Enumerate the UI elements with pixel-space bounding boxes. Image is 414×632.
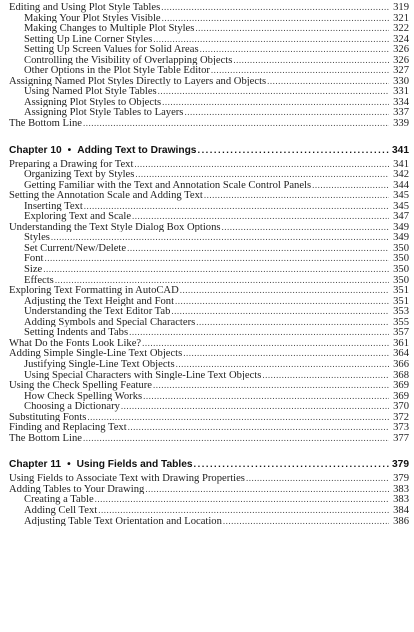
page-number: 383 xyxy=(393,494,409,505)
page-number: 326 xyxy=(393,44,409,55)
entry-title: Understanding the Text Style Dialog Box Options xyxy=(9,221,221,233)
entry-title: The Bottom Line xyxy=(9,432,82,444)
page-number: 327 xyxy=(393,65,409,76)
toc-subentry xyxy=(9,359,409,370)
toc-subentry xyxy=(9,86,409,97)
entry-title: Using the Check Spelling Feature xyxy=(9,380,152,391)
dot-leader xyxy=(95,494,389,505)
entry-title: Making Changes to Multiple Plot Styles xyxy=(24,23,195,34)
entry-title: Justifying Single-Line Text Objects xyxy=(24,358,175,370)
dot-leader xyxy=(158,86,389,97)
chapter-label: Chapter 10 xyxy=(9,144,62,156)
toc-subentry xyxy=(9,275,409,286)
entry-title: Size xyxy=(24,264,43,275)
page-number: 345 xyxy=(393,200,409,212)
entry-title: Exploring Text and Scale xyxy=(24,211,132,222)
page-number: 364 xyxy=(393,348,409,359)
toc-subentry xyxy=(9,391,409,402)
page-number: 350 xyxy=(393,253,409,265)
page-number: 349 xyxy=(393,221,409,233)
toc-subentry xyxy=(9,243,409,254)
toc-subentry xyxy=(9,13,409,24)
page-number: 355 xyxy=(393,316,409,328)
page-number: 334 xyxy=(393,96,409,108)
page-number: 353 xyxy=(393,306,409,317)
page-number: 383 xyxy=(393,483,409,495)
page-number: 357 xyxy=(393,327,409,338)
entry-title: Adjusting Table Text Orientation and Location xyxy=(24,515,222,527)
page-number: 347 xyxy=(393,211,409,222)
dot-leader xyxy=(142,338,389,349)
page-number: 322 xyxy=(393,23,409,34)
chapter-name: Adding Text to Drawings xyxy=(77,144,197,156)
dot-leader xyxy=(44,253,389,264)
entry-title: Preparing a Drawing for Text xyxy=(9,158,134,170)
page-number: 330 xyxy=(393,75,409,87)
page-number: 361 xyxy=(393,337,409,349)
toc-subentry xyxy=(9,211,409,222)
page-number: 379 xyxy=(393,473,409,484)
dot-leader xyxy=(134,159,389,170)
toc-entry xyxy=(9,348,409,359)
toc-subentry xyxy=(9,296,409,307)
dot-leader xyxy=(153,34,389,45)
entry-title: Assigning Plot Style Tables to Layers xyxy=(24,107,184,119)
dot-leader xyxy=(223,516,389,527)
chapter-bullet: • xyxy=(67,144,72,156)
toc-entry xyxy=(9,433,409,444)
toc-entry xyxy=(9,2,409,13)
toc-subentry xyxy=(9,494,409,505)
chapter-title xyxy=(9,144,196,156)
dot-leader xyxy=(83,433,389,444)
toc-subentry xyxy=(9,370,409,381)
toc-subentry xyxy=(9,232,409,243)
toc-entry xyxy=(9,484,409,495)
entry-title: Choosing a Dictionary xyxy=(24,401,120,412)
entry-title: Getting Familiar with the Text and Annotation Scale Control Panels xyxy=(24,179,312,191)
toc-subentry xyxy=(9,180,409,191)
toc-subentry xyxy=(9,23,409,34)
toc-entry xyxy=(9,473,409,484)
entry-title: Adding Tables to Your Drawing xyxy=(9,483,145,495)
dot-leader xyxy=(121,401,389,412)
entry-title: Finding and Replacing Text xyxy=(9,422,127,433)
chapter-heading xyxy=(9,143,409,156)
dot-leader xyxy=(98,505,389,516)
dot-leader xyxy=(267,76,389,87)
entry-title: Understanding the Text Editor Tab xyxy=(24,306,171,317)
toc-subentry xyxy=(9,55,409,66)
page-number: 370 xyxy=(393,401,409,412)
entry-title: Assigning Named Plot Styles Directly to Layers and Objects xyxy=(9,75,267,87)
page-number: 369 xyxy=(393,380,409,391)
entry-title: Setting the Annotation Scale and Adding Text xyxy=(9,190,203,201)
entry-title: Adding Symbols and Special Characters xyxy=(24,316,196,328)
entry-title: Creating a Table xyxy=(24,494,94,505)
entry-title: Adding Cell Text xyxy=(24,504,98,516)
entry-title: Adding Simple Single-Line Text Objects xyxy=(9,348,183,359)
page-number: 372 xyxy=(393,411,409,423)
toc-subentry xyxy=(9,505,409,516)
toc-entry xyxy=(9,285,409,296)
dot-leader xyxy=(195,23,389,34)
entry-title: Controlling the Visibility of Overlapping Objects xyxy=(24,54,233,66)
dot-leader xyxy=(127,243,389,254)
toc-entry xyxy=(9,412,409,423)
dot-leader xyxy=(176,359,389,370)
page-number: 369 xyxy=(393,390,409,402)
toc-subentry xyxy=(9,516,409,527)
page-number: 368 xyxy=(393,369,409,381)
dot-leader xyxy=(175,296,389,307)
dot-leader xyxy=(183,348,389,359)
toc-subentry xyxy=(9,306,409,317)
toc-subentry xyxy=(9,201,409,212)
entry-title: Assigning Plot Styles to Objects xyxy=(24,96,162,108)
toc-entry xyxy=(9,159,409,170)
page-number: 377 xyxy=(393,432,409,444)
dot-leader xyxy=(128,422,389,433)
dot-leader xyxy=(145,484,389,495)
toc-entry xyxy=(9,380,409,391)
entry-title: Setting Indents and Tabs xyxy=(24,327,129,338)
dot-leader xyxy=(83,118,389,129)
dot-leader xyxy=(222,222,389,233)
page-number: 341 xyxy=(392,144,409,156)
page-number: 345 xyxy=(393,190,409,201)
page-number: 350 xyxy=(393,274,409,286)
dot-leader xyxy=(200,44,389,55)
page-number: 344 xyxy=(393,179,409,191)
entry-title: What Do the Fonts Look Like? xyxy=(9,337,142,349)
toc-entry xyxy=(9,190,409,201)
entry-title: Setting Up Screen Values for Solid Areas xyxy=(24,44,199,55)
page-number: 337 xyxy=(393,107,409,119)
entry-title: How Check Spelling Works xyxy=(24,390,143,402)
toc-subentry xyxy=(9,327,409,338)
chapter-label: Chapter 11 xyxy=(9,459,62,471)
dot-leader xyxy=(143,391,389,402)
page-number: 319 xyxy=(393,2,409,13)
dot-leader xyxy=(171,306,389,317)
page-number: 321 xyxy=(393,12,409,24)
page-number: 339 xyxy=(393,118,409,129)
dot-leader xyxy=(180,285,389,296)
dot-leader xyxy=(262,370,389,381)
entry-title: Adjusting the Text Height and Font xyxy=(24,295,175,307)
toc-entry xyxy=(9,338,409,349)
toc-subentry xyxy=(9,253,409,264)
dot-leader xyxy=(197,143,389,156)
toc-subentry xyxy=(9,107,409,118)
entry-title: Setting Up Line Corner Styles xyxy=(24,33,153,45)
toc-subentry xyxy=(9,97,409,108)
toc-subentry xyxy=(9,44,409,55)
dot-leader xyxy=(161,2,389,13)
page-number: 349 xyxy=(393,232,409,243)
toc-subentry xyxy=(9,401,409,412)
page-number: 379 xyxy=(392,459,409,471)
chapter-bullet: • xyxy=(67,459,71,471)
entry-title: Using Named Plot Style Tables xyxy=(24,86,157,97)
entry-title: Styles xyxy=(24,232,50,243)
entry-title: Making Your Plot Styles Visible xyxy=(24,12,161,24)
dot-leader xyxy=(55,275,389,286)
entry-title: Effects xyxy=(24,274,54,286)
dot-leader xyxy=(246,473,389,484)
toc-entry xyxy=(9,222,409,233)
entry-title: The Bottom Line xyxy=(9,118,82,129)
entry-title: Substituting Fonts xyxy=(9,411,87,423)
page-number: 324 xyxy=(393,33,409,45)
dot-leader xyxy=(204,190,389,201)
page-number: 342 xyxy=(393,169,409,180)
entry-title: Inserting Text xyxy=(24,200,83,212)
toc-subentry xyxy=(9,317,409,328)
toc-entry xyxy=(9,422,409,433)
page-number: 351 xyxy=(393,295,409,307)
entry-title: Using Special Characters with Single-Line Text Objects xyxy=(24,369,262,381)
entry-title: Other Options in the Plot Style Table Editor xyxy=(24,65,210,76)
toc-entry xyxy=(9,76,409,87)
dot-leader xyxy=(51,232,389,243)
chapter-heading xyxy=(9,457,409,470)
dot-leader xyxy=(211,65,389,76)
entry-title: Editing and Using Plot Style Tables xyxy=(9,2,161,13)
dot-leader xyxy=(162,13,389,24)
page-number: 351 xyxy=(393,285,409,296)
page-number: 366 xyxy=(393,358,409,370)
dot-leader xyxy=(184,107,389,118)
dot-leader xyxy=(312,180,389,191)
dot-leader xyxy=(87,412,389,423)
toc-subentry xyxy=(9,264,409,275)
toc-subentry xyxy=(9,169,409,180)
dot-leader xyxy=(129,327,389,338)
dot-leader xyxy=(194,457,389,470)
page-number: 373 xyxy=(393,422,409,433)
entry-title: Using Fields to Associate Text with Drawing Properties xyxy=(9,473,245,484)
page-number: 326 xyxy=(393,54,409,66)
entry-title: Exploring Text Formatting in AutoCAD xyxy=(9,285,179,296)
dot-leader xyxy=(84,201,389,212)
page-number: 350 xyxy=(393,264,409,275)
dot-leader xyxy=(162,97,389,108)
dot-leader xyxy=(196,317,389,328)
chapter-name: Using Fields and Tables xyxy=(76,459,193,471)
dot-leader xyxy=(135,169,389,180)
entry-title: Organizing Text by Styles xyxy=(24,169,135,180)
dot-leader xyxy=(132,211,389,222)
entry-title: Set Current/New/Delete xyxy=(24,242,127,254)
page-number: 350 xyxy=(393,242,409,254)
table-of-contents xyxy=(9,2,409,526)
page-number: 331 xyxy=(393,86,409,97)
chapter-title xyxy=(9,458,193,470)
page-number: 386 xyxy=(393,515,409,527)
toc-entry xyxy=(9,118,409,129)
entry-title: Font xyxy=(24,253,44,265)
page-number: 384 xyxy=(393,504,409,516)
toc-subentry xyxy=(9,34,409,45)
dot-leader xyxy=(43,264,389,275)
page-number: 341 xyxy=(393,158,409,170)
toc-subentry xyxy=(9,65,409,76)
dot-leader xyxy=(233,55,389,66)
dot-leader xyxy=(153,380,389,391)
